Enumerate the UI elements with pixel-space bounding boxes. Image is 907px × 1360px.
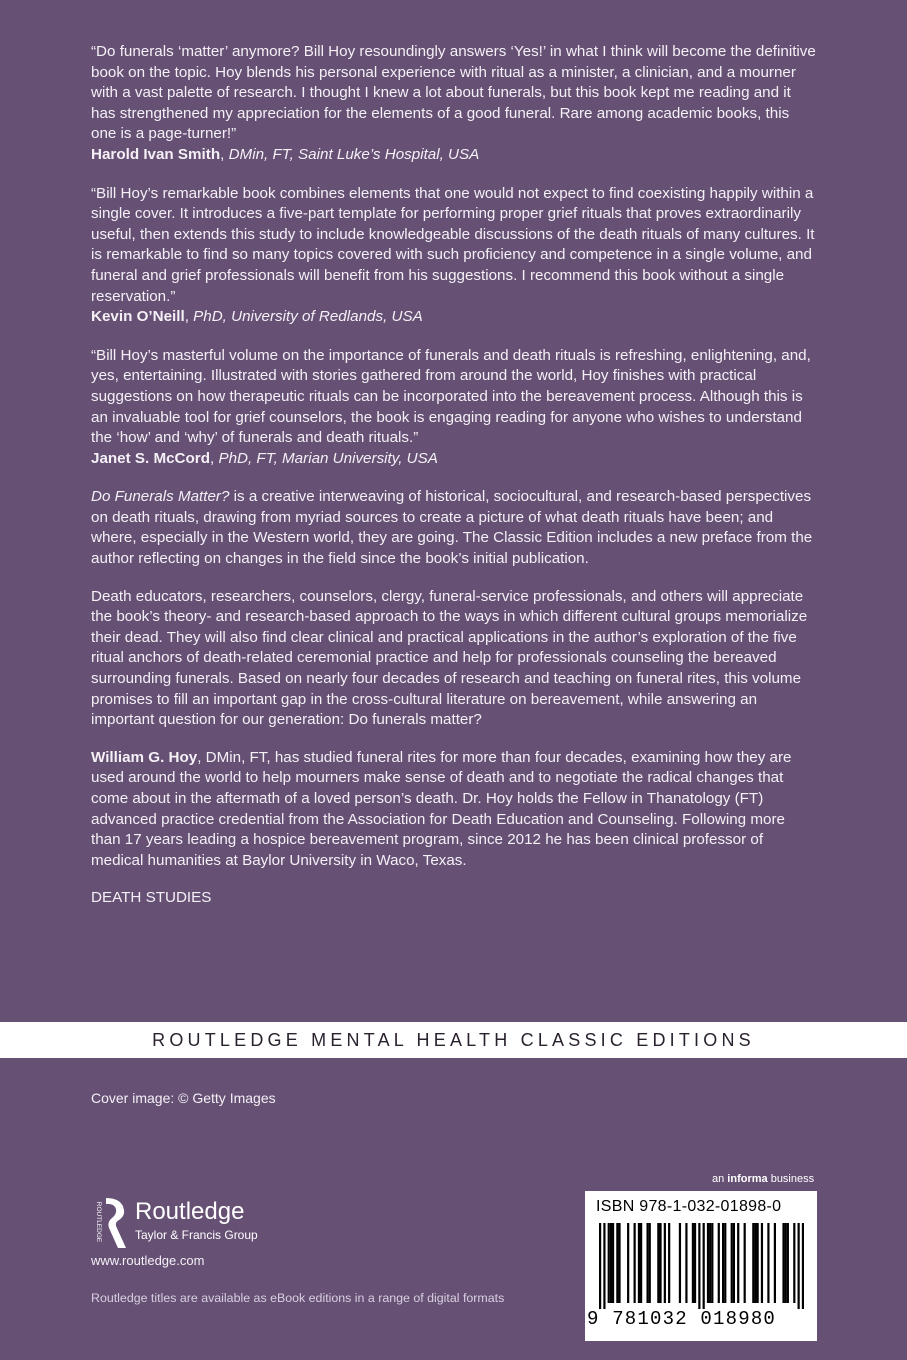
back-cover-text	[91, 42, 817, 909]
barcode-bar	[603, 1223, 605, 1309]
barcode-bar	[767, 1223, 769, 1303]
endorser-credentials: PhD, University of Redlands, USA	[193, 308, 423, 326]
barcode-bar	[657, 1223, 659, 1303]
description-paragraph-2: Death educators, researchers, counselors, clergy, funeral-service professionals, and others will appreciate the book’s theory- and research-based approach to the ways in which different cultural groups memorialize their dead. They will also find clear clinical and practical applications in the author’s exploration of the five ritual anchors of death-related ceremonial practice and help for professionals counseling the bereaved surrounding funerals. Based on nearly four decades of research and teaching on funeral rites, this volume promises to fill an important gap in the cross-cultural literature on bereavement, while answering an important question for our generation: Do funerals matter?	[91, 587, 808, 729]
endorser-credentials: PhD, FT, Marian University, USA	[218, 449, 438, 467]
isbn-barcode-digits: 9 781032 018980	[587, 1308, 777, 1330]
barcode-bar	[774, 1223, 776, 1303]
endorsement-1	[91, 42, 817, 166]
isbn-label: ISBN 978-1-032-01898-0	[596, 1198, 782, 1215]
endorsement-quote: “Bill Hoy’s remarkable book combines elements that one would not expect to find coexisting happily within a single cover. It introduces a five-part template for performing proper grief rituals that proves extraordinarily useful, then extends this study to include knowledgeable discussions of the death rituals of many cultures. It is remarkable to find so many topics covered with such proficiency and competence in a single volume, and funeral and grief professionals will benefit from his suggestions. I recommend this book without a single reservation.”	[91, 184, 815, 305]
barcode-bar	[733, 1223, 735, 1303]
barcode-bar	[707, 1223, 709, 1303]
publisher-name: Routledge	[135, 1198, 245, 1225]
barcode-bar	[616, 1223, 618, 1303]
barcode-bar	[659, 1223, 661, 1303]
informa-business-label: an informa business	[712, 1173, 815, 1185]
endorsement-attribution: Kevin O’Neill, PhD, University of Redlands, USA	[91, 308, 423, 326]
barcode-bar	[679, 1223, 681, 1303]
endorser-name: Kevin O’Neill	[91, 308, 185, 326]
barcode-bar	[694, 1223, 696, 1303]
series-band: ROUTLEDGE MENTAL HEALTH CLASSIC EDITIONS	[0, 1022, 907, 1058]
barcode-bar	[724, 1223, 726, 1303]
barcode-bar	[757, 1223, 759, 1303]
barcode-bar	[703, 1223, 705, 1309]
publisher-group: Taylor & Francis Group	[135, 1228, 258, 1242]
routledge-emblem-icon	[88, 1192, 134, 1252]
endorsement-quote: “Do funerals ‘matter’ anymore? Bill Hoy resoundingly answers ‘Yes!’ in what I think will become the definitive book on the topic. Hoy blends his personal experience with ritual as a minister, a clinician, and a mourner with a vast palette of research. I thought I knew a lot about funerals, but this book kept me reading and it has strengthened my appreciation for the elements of a good funeral. Rare among academic books, this one is a page-turner!”	[91, 43, 816, 143]
barcode-bar	[638, 1223, 640, 1303]
barcode-bar	[722, 1223, 724, 1303]
author-bio: William G. Hoy, DMin, FT, has studied funeral rites for more than four decades, examining how they are used around the world to help mourners make sense of death and to negotiate the radical changes that come about in the aftermath of a loved person’s death. Dr. Hoy holds the Fellow in Thanatology (FT) advanced practice credential from the Association for Death Education and Counseling. Following more than 17 years leading a hospice bereavement program, since 2012 he has been clinical professor of medical humanities at Baylor University in Waco, Texas.	[91, 748, 792, 869]
endorsement-attribution: Janet S. McCord, PhD, FT, Marian University, USA	[91, 449, 438, 467]
barcode-bar	[610, 1223, 612, 1303]
barcode-bar	[744, 1223, 746, 1303]
endorsement-3	[91, 346, 817, 470]
barcode-bar	[798, 1223, 800, 1309]
cover-credit: Cover image: © Getty Images	[91, 1090, 276, 1106]
endorser-name: Janet S. McCord	[91, 449, 210, 467]
barcode-bar	[612, 1223, 614, 1303]
barcode-bar	[685, 1223, 687, 1303]
endorser-credentials: DMin, FT, Saint Luke’s Hospital, USA	[228, 145, 480, 163]
barcode-bar	[793, 1223, 795, 1303]
barcode-bar	[649, 1223, 651, 1303]
routledge-logo	[88, 1192, 288, 1252]
barcode-bar	[618, 1223, 620, 1303]
book-title: Do Funerals Matter?	[91, 488, 230, 506]
barcode-bar	[627, 1223, 629, 1303]
ebook-note: Routledge titles are available as eBook editions in a range of digital formats	[91, 1291, 505, 1305]
endorsement-attribution: Harold Ivan Smith, DMin, FT, Saint Luke’s Hospital, USA	[91, 145, 480, 163]
barcode-bar	[698, 1223, 700, 1309]
endorsement-quote: “Bill Hoy’s masterful volume on the importance of funerals and death rituals is refreshing, enlightening, and, yes, entertaining. Illustrated with stories gathered from around the world, Hoy finishes with practical suggestions on how therapeutic rituals can be incorporated into the bereavement process. Although this is an invaluable tool for grief counselors, the book is engaging reading for anyone who wishes to understand the ‘how’ and ‘why’ of funerals and death rituals.”	[91, 346, 811, 447]
barcode-bar	[599, 1223, 601, 1309]
barcode-bar	[737, 1223, 739, 1303]
barcode-bar	[752, 1223, 754, 1303]
barcode-bar	[782, 1223, 784, 1303]
barcode-bars	[599, 1223, 804, 1309]
barcode-bar	[718, 1223, 720, 1303]
subject-label: DEATH STUDIES	[91, 889, 212, 907]
barcode-bar	[664, 1223, 666, 1303]
endorsement-2	[91, 184, 817, 328]
publisher-url[interactable]: www.routledge.com	[91, 1253, 205, 1268]
barcode-bar	[668, 1223, 670, 1303]
barcode-bar	[640, 1223, 642, 1303]
barcode-bar	[802, 1223, 804, 1309]
barcode-bar	[634, 1223, 636, 1303]
svg-text:ROUTLEDGE: ROUTLEDGE	[95, 1201, 102, 1243]
barcode-bar	[608, 1223, 610, 1303]
barcode-bar	[761, 1223, 763, 1303]
endorser-name: Harold Ivan Smith	[91, 145, 221, 163]
barcode-bar	[731, 1223, 733, 1303]
isbn-barcode	[585, 1191, 817, 1341]
barcode-bar	[646, 1223, 648, 1303]
barcode-bar	[711, 1223, 713, 1303]
barcode-bar	[754, 1223, 756, 1303]
description-paragraph-1: Do Funerals Matter? is a creative interweaving of historical, sociocultural, and research-based perspectives on death rituals, drawing from myriad sources to create a picture of what death rituals have been; and where, especially in the Western world, they are going. The Classic Edition includes a new preface from the author reflecting on changes in the field since the book’s initial publication.	[91, 488, 813, 568]
author-name: William G. Hoy	[91, 748, 198, 766]
barcode-bar	[709, 1223, 711, 1303]
barcode-bar	[787, 1223, 789, 1303]
barcode-bar	[692, 1223, 694, 1303]
barcode-bar	[785, 1223, 787, 1303]
